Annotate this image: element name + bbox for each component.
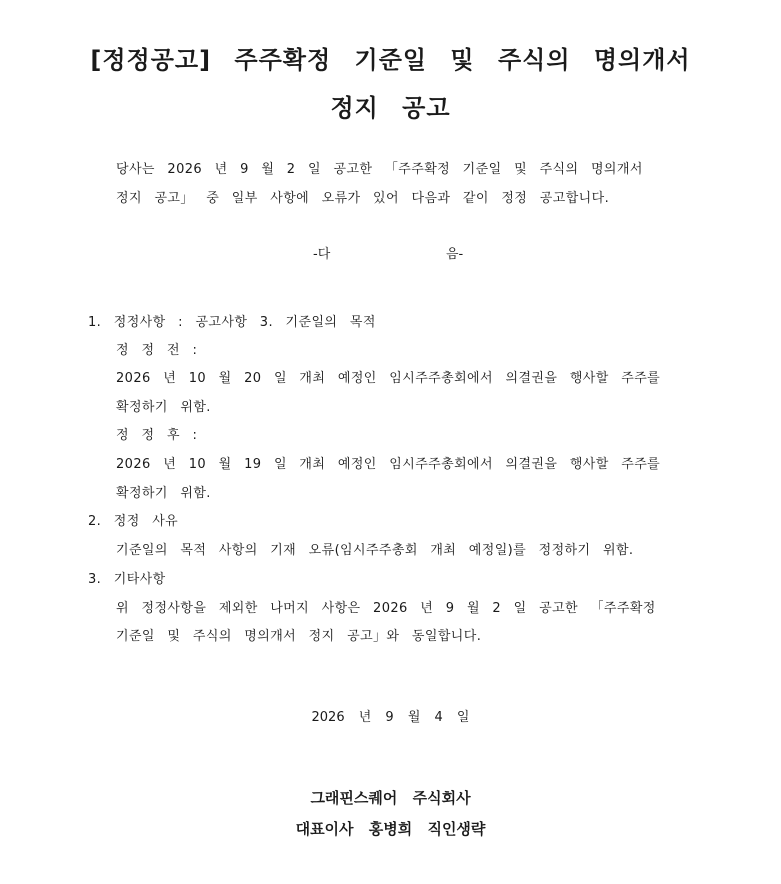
item-heading-text: 기타사항 — [113, 572, 166, 587]
notice-title: [정정공고] 주주확정 기준일 및 주식의 명의개서 — [90, 46, 691, 74]
correction-before-text: 2026 년 10 월 20 일 개최 예정인 임시주주총회에서 의결권을 행사할 주주를 — [116, 371, 661, 386]
separator-right: 음- — [446, 247, 464, 262]
correction-after-text: 확정하기 위함. — [116, 486, 211, 501]
correction-after-text: 2026 년 10 월 19 일 개최 예정인 임시주주총회에서 의결권을 행사할 주주를 — [116, 457, 661, 472]
item-number: 1. — [88, 315, 102, 330]
item-heading — [88, 311, 376, 330]
correction-after-label: 정 정 후 : — [116, 428, 198, 443]
item-heading — [88, 510, 178, 529]
intro-paragraph-line: 당사는 2026 년 9 월 2 일 공고한 「주주확정 기준일 및 주식의 명의개서 — [116, 162, 643, 177]
separator-left: -다 — [313, 247, 331, 262]
correction-before-text: 확정하기 위함. — [116, 400, 211, 415]
item-number: 2. — [88, 514, 102, 529]
company-representative: 대표이사 홍병희 직인생략 — [295, 820, 486, 838]
other-matters-text: 위 정정사항을 제외한 나머지 사항은 2026 년 9 월 2 일 공고한 「주주확정 — [116, 601, 656, 616]
item-number: 3. — [88, 572, 102, 587]
correction-before-label: 정 정 전 : — [116, 343, 198, 358]
item-heading-text: 정정사항 : 공고사항 3. 기준일의 목적 — [113, 315, 376, 330]
intro-paragraph-line: 정지 공고」 중 일부 사항에 오류가 있어 다음과 같이 정정 공고합니다. — [116, 191, 610, 206]
item-heading-text: 정정 사유 — [113, 514, 179, 529]
item-heading — [88, 568, 166, 587]
notice-date: 2026 년 9 월 4 일 — [311, 710, 470, 725]
company-name: 그래핀스퀘어 주식회사 — [310, 789, 471, 807]
correction-reason-text: 기준일의 목적 사항의 기재 오류(임시주주총회 개최 예정일)를 정정하기 위함. — [116, 543, 634, 558]
other-matters-text: 기준일 및 주식의 명의개서 정지 공고」와 동일합니다. — [116, 629, 482, 644]
notice-title-continued: 정지 공고 — [330, 94, 451, 122]
